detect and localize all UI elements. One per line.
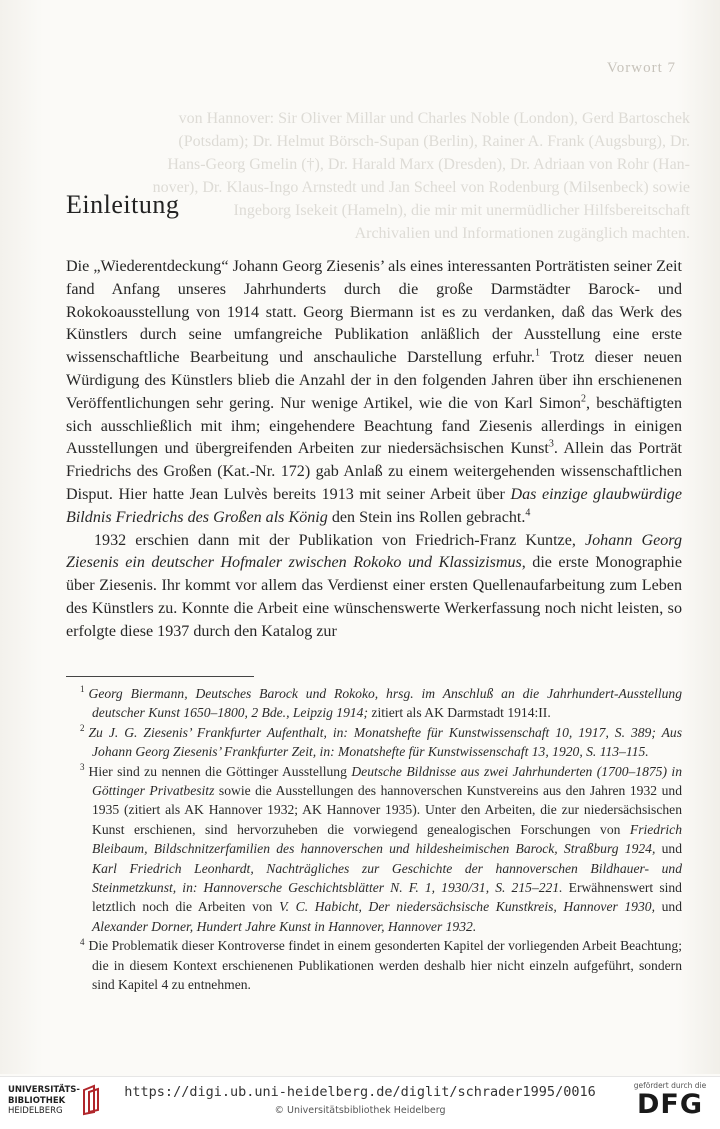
footnote-4: $^4$ Die Problematik dieser Kontroverse findet in einem gesonderten Kapitel der vorliegenden Arbeit Beachtung; die in diesem Kontext erschienenen Publikationen werden deshalb hier nicht einzeln aufgeführt, sondern sind Kapitel 4 zu entnehmen.: [80, 936, 682, 993]
page-title: Einleitung: [66, 190, 180, 219]
footer-bar: [0, 1076, 720, 1129]
paragraph-1: Die „Wiederentdeckung“ Johann Georg Ziesenis’ als eines interessanten Porträtisten seiner Zeit fand Anfang unseres Jahrhunderts durch die große Darmstädter Barock- und Rokokoausstellung von 1914 statt. Georg Biermann ist es zu verdanken, daß das Werk des Künstlers durch seine umfangreiche Publikation anläßlich der Ausstellung eine erste wissenschaftliche Bearbeitung und anschauliche Darstellung erfuhr.$^1$ Trotz dieser neuen Würdigung des Künstlers blieb die Anzahl der in den folgenden Jahren über ihn erschienenen Veröffentlichungen sehr gering. Nur wenige Artikel, wie die von Karl Simon$^2$, beschäftigten sich ausschließlich mit ihm; eingehendere Beachtung fand Ziesenis allerdings in einigen Ausstellungen und übergreifenden Arbeiten zur niedersächsischen Kunst$^3$. Allein das Porträt Friedrichs des Großen (Kat.-Nr. 172) gab Anlaß zu einem weitergehenden wissenschaftlichen Disput. Hier hatte Jean Lulvès bereits 1913 mit seiner Arbeit über Das einzige glaubwürdige Bildnis Friedrichs des Großen als König den Stein ins Rollen gebracht.$^4$: [66, 258, 683, 526]
paragraph-2: 1932 erschien dann mit der Publikation von Friedrich-Franz Kuntze, Johann Georg Ziesenis ein deutscher Hofmaler zwischen Rokoko und Klassizismus, die erste Monographie über Ziesenis. Ihr kommt vor allem das Verdienst einer ersten Quellenaufarbeitung zum Leben des Künstlers zu. Konnte die Arbeit eine wünschenswerte Werkerfassung noch nicht leisten, so erfolgte diese 1937 durch den Katalog zur: [66, 531, 683, 640]
footnote-3: $^3$ Hier sind zu nennen die Göttinger Ausstellung Deutsche Bildnisse aus zwei Jahrhunderten (1700–1875) in Göttinger Privatbesitz sowie die Ausstellungen des hannoverschen Kunstvereins aus den Jahren 1932 und 1935 (zitiert als AK Hannover 1932; AK Hannover 1935). Unter den Arbeiten, die zur niedersächsischen Kunst erschienen, sind hervorzuheben die vorwiegend genealogischen Forschungen von Friedrich Bleibaum, Bildschnitzerfamilien des hannoverschen und hildesheimischen Barock, Straßburg 1924, und Karl Friedrich Leonhardt, Nachträgliches zur Geschichte der hannoverschen Bildhauer- und Steinmetzkunst, in: Hannoversche Geschichtsblätter N. F. 1, 1930/31, S. 215–221. Erwähnenswert sind letztlich noch die Arbeiten von V. C. Habicht, Der niedersächsische Kunstkreis, Hannover 1930, und Alexander Dorner, Hundert Jahre Kunst in Hannover, Hannover 1932.: [80, 762, 683, 934]
footnote-ref-2: 2: [581, 393, 587, 405]
footnote-ref-4: 4: [525, 507, 531, 519]
body-text: [66, 256, 682, 644]
bleed-through-text: Ingeborg Isekeit (Hameln), die mir mit unermüdlicher Hilfsbereitschaft: [233, 202, 690, 219]
footnote-divider: [66, 676, 254, 677]
footnote-ref-1: 1: [534, 347, 540, 359]
footnotes: [66, 684, 682, 995]
library-logo-text[interactable]: UNIVERSITÄTS- BIBLIOTHEK HEIDELBERG: [8, 1085, 80, 1116]
book-title: Johann Georg Ziesenis ein deutscher Hofmaler zwischen Rokoko und Klassizismus: [66, 531, 683, 572]
book-title: Das einzige glaubwürdige Bildnis Friedrichs des Großen als König: [66, 485, 682, 526]
footnote-1: $^1$ Georg Biermann, Deutsches Barock und Rokoko, hrsg. im Anschluß an die Jahrhundert-Ausstellung deutscher Kunst 1650–1800, 2 Bde., Leipzig 1914; zitiert als AK Darmstadt 1914:II.: [80, 684, 682, 721]
bleed-through-running-head: Vorwort 7: [606, 60, 676, 76]
copyright-text: © Universitätsbibliothek Heidelberg: [274, 1105, 446, 1116]
dfg-logo[interactable]: [630, 1081, 710, 1120]
page-url-link[interactable]: https://digi.ub.uni-heidelberg.de/diglit/schrader1995/0016: [124, 1084, 596, 1100]
footnote-2: $^2$ Zu J. G. Ziesenis’ Frankfurter Aufenthalt, in: Monatshefte für Kunstwissenschaft 10, 1917, S. 389; Aus Johann Georg Ziesenis’ Frankfurter Zeit, in: Monatshefte für Kunstwissenschaft 13, 1920, S. 113–115.: [80, 723, 682, 760]
dfg-wordmark: DFG: [636, 1089, 704, 1120]
bleed-through-text: nover), Dr. Klaus-Ingo Arnstedt und Jan Scheel von Rodenburg (Milsenbeck) sowie: [152, 179, 690, 196]
bleed-through-text: von Hannover: Sir Oliver Millar und Charles Noble (London), Gerd Bartoschek: [178, 110, 690, 127]
bleed-through-text: (Potsdam); Dr. Helmut Börsch-Supan (Berlin), Rainer A. Frank (Augsburg), Dr.: [178, 133, 690, 150]
dfg-caption: gefördert durch die: [633, 1081, 707, 1090]
bleed-through-text: Archivalien und Informationen zugänglich machten.: [354, 225, 690, 242]
footnote-ref-3: 3: [548, 439, 554, 451]
bleed-through-text: Hans-Georg Gmelin (†), Dr. Harald Marx (Dresden), Dr. Adriaan von Rohr (Han-: [167, 156, 690, 173]
